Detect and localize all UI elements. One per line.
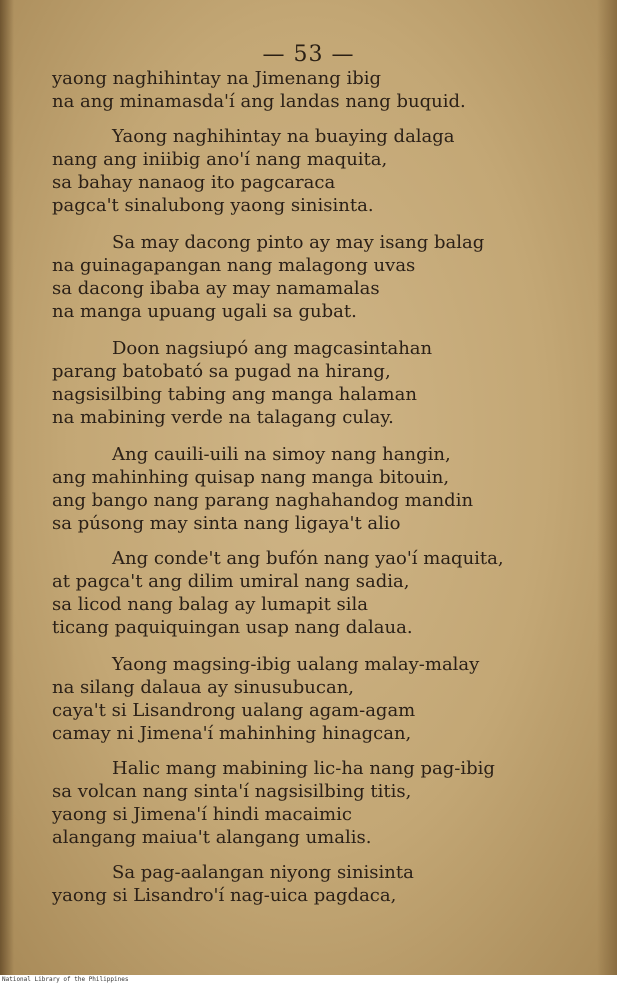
verse-line: na mabining verde na talagang culay. (52, 407, 394, 428)
verse-line: Yaong naghihintay na buaying dalaga (112, 126, 455, 147)
library-credit: National Library of the Philippines (2, 976, 129, 983)
verse-line: yaong si Lisandro'í nag-uica pagdaca, (52, 885, 397, 906)
verse-line: alangang maiua't alangang umalis. (52, 827, 372, 848)
verse-line: ang mahinhing quisap nang manga bitouin, (52, 467, 450, 488)
verse-line: pagca't sinalubong yaong sinisinta. (52, 195, 374, 216)
verse-line: Halic mang mabining lic-ha nang pag-ibig (112, 758, 495, 779)
verse-line: Sa may dacong pinto ay may isang balag (112, 232, 485, 253)
verse-line: sa púsong may sinta nang ligaya't alio (52, 513, 401, 534)
verse-line: sa bahay nanaog ito pagcaraca (52, 172, 336, 193)
verse-line: na silang dalaua ay sinusubucan, (52, 677, 355, 698)
verse-line: Doon nagsiupó ang magcasintahan (112, 338, 433, 359)
verse-line: sa volcan nang sinta'í nagsisilbing titis, (52, 781, 412, 802)
verse-line: ang bango nang parang naghahandog mandin (52, 490, 474, 511)
verse-line: at pagca't ang dilim umiral nang sadia, (52, 571, 410, 592)
page-edge-left (0, 0, 14, 975)
verse-line: nang ang iniibig ano'í nang maquita, (52, 149, 388, 170)
verse-line: na manga upuang ugali sa gubat. (52, 301, 357, 322)
verse-line: sa licod nang balag ay lumapit sila (52, 594, 369, 615)
verse-line: Ang conde't ang bufón nang yao'í maquita, (112, 548, 504, 569)
verse-line: camay ni Jimena'í mahinhing hinagcan, (52, 723, 412, 744)
verse-line: parang batobató sa pugad na hirang, (52, 361, 391, 382)
verse-line: Ang cauili-uili na simoy nang hangin, (112, 444, 451, 465)
page-edge-right (597, 0, 617, 975)
verse-line: na ang minamasda'í ang landas nang buquid. (52, 91, 466, 112)
verse-line: Yaong magsing-ibig ualang malay-malay (112, 654, 480, 675)
verse-line: nagsisilbing tabing ang manga halaman (52, 384, 417, 405)
verse-line: caya't si Lisandrong ualang agam-agam (52, 700, 416, 721)
verse-line: sa dacong ibaba ay may namamalas (52, 278, 380, 299)
verse-line: ticang paquiquingan usap nang dalaua. (52, 617, 413, 638)
verse-line: yaong naghihintay na Jimenang ibig (52, 68, 382, 89)
verse-line: Sa pag-aalangan niyong sinisinta (112, 862, 414, 883)
verse-line: yaong si Jimena'í hindi macaimic (52, 804, 352, 825)
page-number: — 53 — (262, 42, 355, 67)
verse-line: na guinagapangan nang malagong uvas (52, 255, 416, 276)
